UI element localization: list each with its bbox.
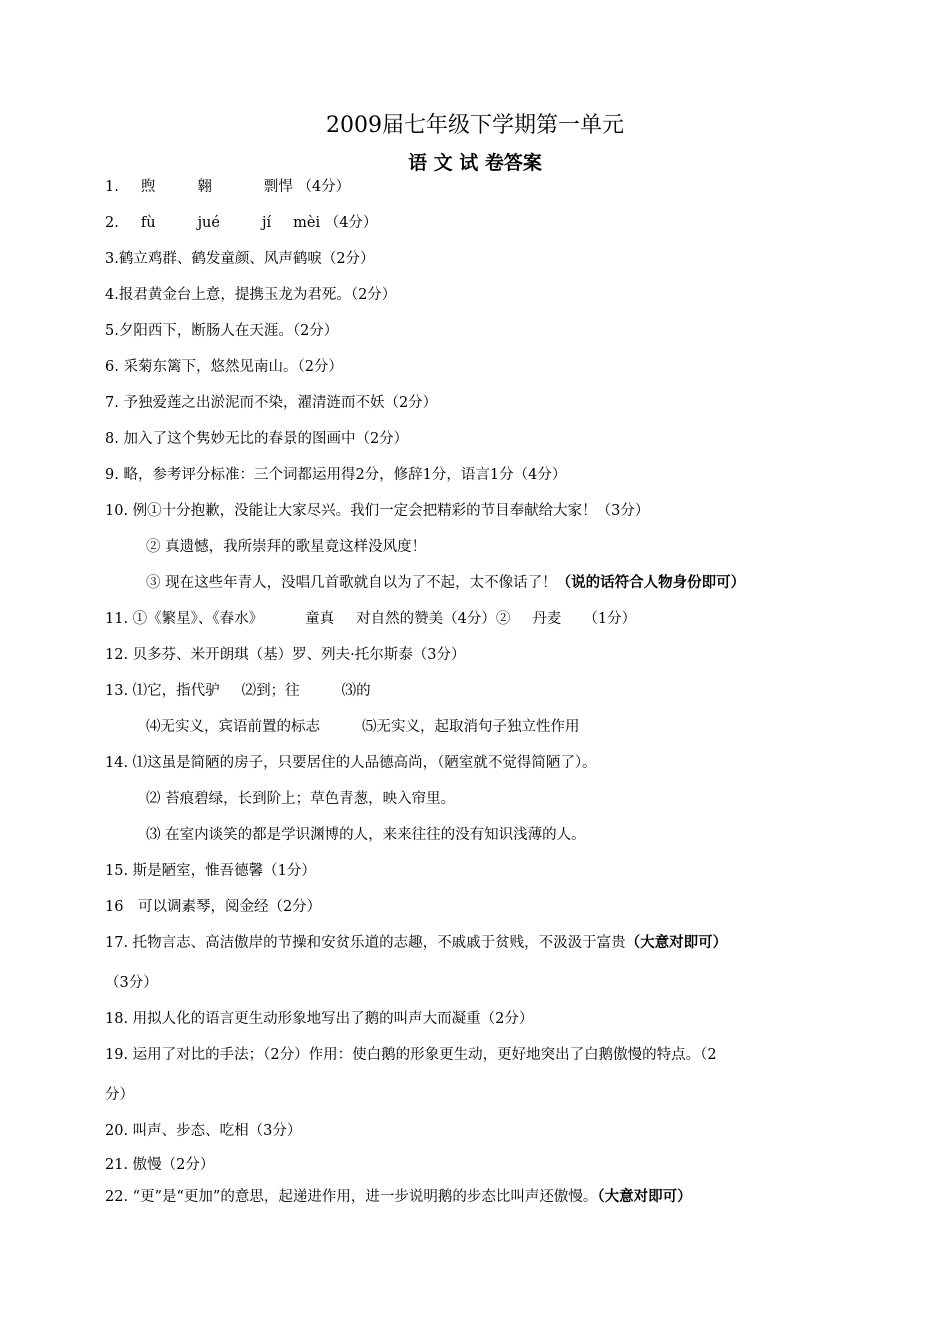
answer-10: 10. 例①十分抱歉，没能让大家尽兴。我们一定会把精彩的节目奉献给大家！（3分）	[105, 503, 650, 519]
answer-13-part-2: ⑵到；往	[241, 683, 300, 699]
answer-11-part-3: 对自然的赞美（4分）②	[356, 611, 511, 627]
answer-2	[105, 213, 377, 233]
answer-17-score: （3分）	[105, 975, 158, 991]
answer-10-example-2: ② 真遗憾，我所崇拜的歌星竟这样没风度！	[146, 539, 427, 555]
answer-8: 8. 加入了这个隽妙无比的春景的图画中（2分）	[105, 431, 409, 447]
answer-17-text: 17. 托物言志、高洁傲岸的节操和安贫乐道的志趣，不戚戚于贫贱，不汲汲于富贵	[105, 935, 626, 951]
answer-13-part-5: ⑸无实义，起取消句子独立性作用	[362, 719, 580, 735]
answer-13-row-2	[146, 717, 580, 737]
answer-20: 20. 叫声、步态、吃相（3分）	[105, 1123, 302, 1139]
answer-14-part-3: ⑶ 在室内谈笑的都是学识渊博的人，来来往往的没有知识浅薄的人。	[146, 827, 586, 843]
answer-5: 5.夕阳西下，断肠人在天涯。（2分）	[105, 323, 339, 339]
answer-10-example-3-text: ③ 现在这些年青人，没唱几首歌就自以为了不起，太不像话了！	[146, 575, 557, 591]
answer-1	[105, 177, 350, 197]
answer-10-example-3	[146, 573, 745, 593]
answer-2-score: （4分）	[324, 215, 378, 231]
answer-13-part-3: ⑶的	[341, 683, 371, 699]
answer-17-note: （大意对即可）	[625, 934, 728, 951]
answer-1-score: （4分）	[297, 179, 351, 195]
answer-14-part-2: ⑵ 苔痕碧绿，长到阶上；草色青葱，映入帘里。	[146, 791, 456, 807]
answer-13-part-4: ⑷无实义，宾语前置的标志	[146, 719, 320, 735]
answer-11-score: （1分）	[583, 611, 637, 627]
answer-2-part-4: mèi	[293, 215, 321, 231]
answer-21: 21. 傲慢（2分）	[105, 1157, 215, 1173]
page-title: 2009届七年级下学期第一单元	[326, 113, 624, 138]
answer-2-part-3: jí	[261, 215, 272, 231]
answer-12: 12. 贝多芬、米开朗琪（基）罗、列夫·托尔斯泰（3分）	[105, 647, 466, 663]
answer-22	[105, 1187, 692, 1207]
answer-16: 16 可以调素琴，阅金经（2分）	[105, 899, 322, 915]
answer-15: 15. 斯是陋室，惟吾德馨（1分）	[105, 863, 316, 879]
answer-13	[105, 681, 371, 701]
answer-22-text: 22. “更”是“更加”的意思，起递进作用，进一步说明鹅的步态比叫声还傲慢。	[105, 1189, 598, 1205]
answer-1-part-2: 翱	[197, 179, 212, 195]
answer-13-part-1: 13. ⑴它，指代驴	[105, 683, 220, 699]
answer-17	[105, 933, 727, 953]
answer-9: 9. 略，参考评分标准：三个词都运用得2分，修辞1分，语言1分（4分）	[105, 467, 567, 483]
answer-2-number: 2.	[105, 215, 119, 231]
answer-2-part-2: jué	[197, 215, 220, 231]
answer-7: 7. 予独爱莲之出淤泥而不染，濯清涟而不妖（2分）	[105, 395, 438, 411]
answer-22-note: （大意对即可）	[597, 1188, 692, 1205]
answer-1-number: 1.	[105, 179, 119, 195]
answer-11-part-4: 丹麦	[532, 611, 562, 627]
answer-14: 14. ⑴这虽是简陋的房子，只要居住的人品德高尚，（陋室就不觉得简陋了）。	[105, 755, 597, 771]
answer-11-part-1: 11. ①《繁星》、《春水》	[105, 611, 264, 627]
answer-2-part-1: fù	[140, 215, 156, 231]
answer-18: 18. 用拟人化的语言更生动形象地写出了鹅的叫声大而凝重（2分）	[105, 1011, 534, 1027]
answer-10-note: （说的话符合人物身份即可）	[556, 574, 746, 591]
answer-1-part-3: 剽悍	[263, 179, 293, 195]
answer-6: 6. 采菊东篱下，悠然见南山。（2分）	[105, 359, 343, 375]
answer-19: 19. 运用了对比的手法；（2分）作用：使白鹅的形象更生动，更好地突出了白鹅傲慢的特点。（2	[105, 1047, 717, 1063]
answer-19-score: 分）	[105, 1087, 134, 1103]
answer-11-part-2: 童真	[305, 611, 335, 627]
page-subtitle: 语 文 试 卷答案	[408, 152, 542, 174]
answer-3: 3.鹤立鸡群、鹤发童颜、风声鹤唳（2分）	[105, 251, 375, 267]
answer-4: 4.报君黄金台上意，提携玉龙为君死。（2分）	[105, 287, 397, 303]
answer-11	[105, 609, 636, 629]
answer-1-part-1: 煦	[140, 179, 156, 195]
